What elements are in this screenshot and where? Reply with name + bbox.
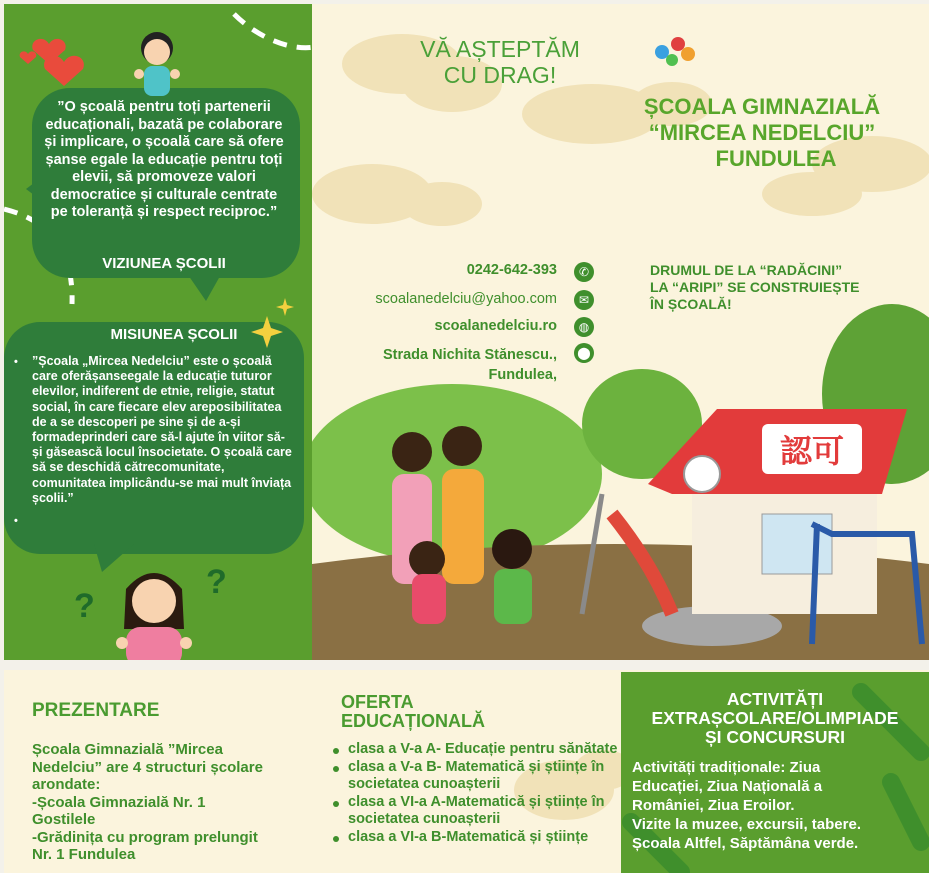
mission-empty-bullet: • (14, 515, 18, 527)
vision-bubble-side (26, 174, 46, 204)
offer-item: clasa a V-a B- Matematică și științe în societatea cunoașterii (331, 759, 621, 794)
website-link[interactable]: scoalanedelciu.ro (434, 318, 557, 334)
motto-line-1: DRUMUL DE LA “RADĂCINI” (650, 262, 843, 278)
motto-line-2: LA “ARIPI” SE CONSTRUIEȘTE (650, 279, 860, 295)
presentation-line: Școala Gimnazială ”Mircea (32, 741, 223, 758)
address-line-2: Fundulea, (488, 367, 557, 383)
mission-heading: MISIUNEA ȘCOLII (110, 326, 238, 343)
offer-title (341, 693, 485, 731)
presentation-line: arondate: (32, 776, 101, 793)
welcome-heading (400, 36, 600, 88)
motto (650, 262, 920, 313)
sparkle-icon (249, 296, 299, 356)
offer-item: clasa a VI-a B-Matematică și științe (331, 829, 621, 847)
offer-item: clasa a VI-a A-Matematică și științe în societatea cunoașterii (331, 794, 621, 829)
offer-item: clasa a V-a A- Educație pentru sănătate (331, 741, 621, 759)
cover-panel (312, 4, 929, 660)
school-name (612, 94, 912, 172)
presentation-line: -Grădinița cu program prelungit (32, 828, 258, 846)
mission-bullet: • (14, 356, 18, 368)
vision-heading: VIZIUNEA ȘCOLII (102, 255, 226, 272)
vision-text: ”O școală pentru toți partenerii educaționali, bazată pe colaborare și implicare, o școală care să ofere șanse egale la educație pentru toți elevii, să promoveze valori democratice și culturale centrate pe toleranță și respect reciproc.” (44, 99, 284, 220)
phone-text[interactable]: 0242-642-393 (466, 262, 557, 278)
girl-thinking-illustration (129, 26, 185, 104)
address-line-1: Strada Nichita Stănescu., (382, 347, 557, 363)
presentation-line: -Școala Gimnazială Nr. 1 (32, 793, 206, 811)
presentation-text (32, 741, 292, 864)
activities-title-line-3: ȘI CONCURSURI (704, 727, 845, 747)
mission-text: ”Școala „Mircea Nedelciu” este o școală care oferășanseegale la educație tuturor elevilor, indiferent de etnie, religie, statut social, în care fiecare elev areposibilitatea de a se descoperi pe sine și de a-și formadeprinderi care să-l ajute în viitor să-și găsească locul însocietate. O școală care să se deschidă cătrecomunitate, comunitatea implicându-se mai mult înviața școlii.” (32, 354, 292, 505)
presentation-line: Nr. 1 Fundulea (32, 846, 136, 863)
activities-title-line-2: EXTRAȘCOLARE/OLIMPIADE (651, 708, 899, 728)
address (383, 345, 557, 385)
school-line-2: “MIRCEA NEDELCIU” (648, 120, 876, 145)
activities-line: Educației, Ziua Națională a (632, 778, 823, 795)
activities-line: Școala Altfel, Săptămâna verde. (632, 835, 859, 852)
activities-line: Activități tradiționale: Ziua (632, 759, 821, 776)
motto-line-3: ÎN ȘCOALĂ! (650, 296, 732, 312)
welcome-line-1: VĂ AȘTEPTĂM (420, 36, 580, 62)
vision-bubble-tail (184, 269, 224, 303)
activities-text (632, 758, 924, 853)
presentation-title: PREZENTARE (32, 700, 160, 721)
svg-text:?: ? (74, 587, 95, 625)
girl-confused-illustration (74, 559, 234, 660)
activities-line: României, Ziua Eroilor. (632, 797, 795, 814)
location-pin-icon: ⬤ (574, 343, 594, 363)
svg-text:?: ? (206, 563, 227, 601)
left-panel (4, 4, 312, 660)
email-link[interactable]: scoalanedelciu@yahoo.com (375, 291, 557, 307)
presentation-line: Nedelciu” are 4 structuri școlare (32, 758, 263, 776)
activities-title-line-1: ACTIVITĂȚI (726, 689, 824, 709)
school-line-3: FUNDULEA (715, 146, 837, 171)
offer-list (331, 741, 621, 846)
offer-title-line-1: OFERTA (341, 692, 414, 712)
offer-title-line-2: EDUCAȚIONALĂ (341, 711, 485, 731)
mission-text-block (10, 354, 295, 527)
activities-line: Vizite la muzee, excursii, tabere. (632, 816, 861, 833)
mail-icon: ✉ (574, 290, 594, 310)
globe-icon: ◍ (574, 317, 594, 337)
activities-title (621, 690, 929, 747)
house-sign: 認可 (779, 432, 844, 470)
presentation-line: Gostilele (32, 811, 96, 828)
welcome-line-2: CU DRAG! (443, 62, 557, 88)
phone-icon: ✆ (574, 262, 594, 282)
school-line-1: ȘCOALA GIMNAZIALĂ (643, 94, 881, 119)
